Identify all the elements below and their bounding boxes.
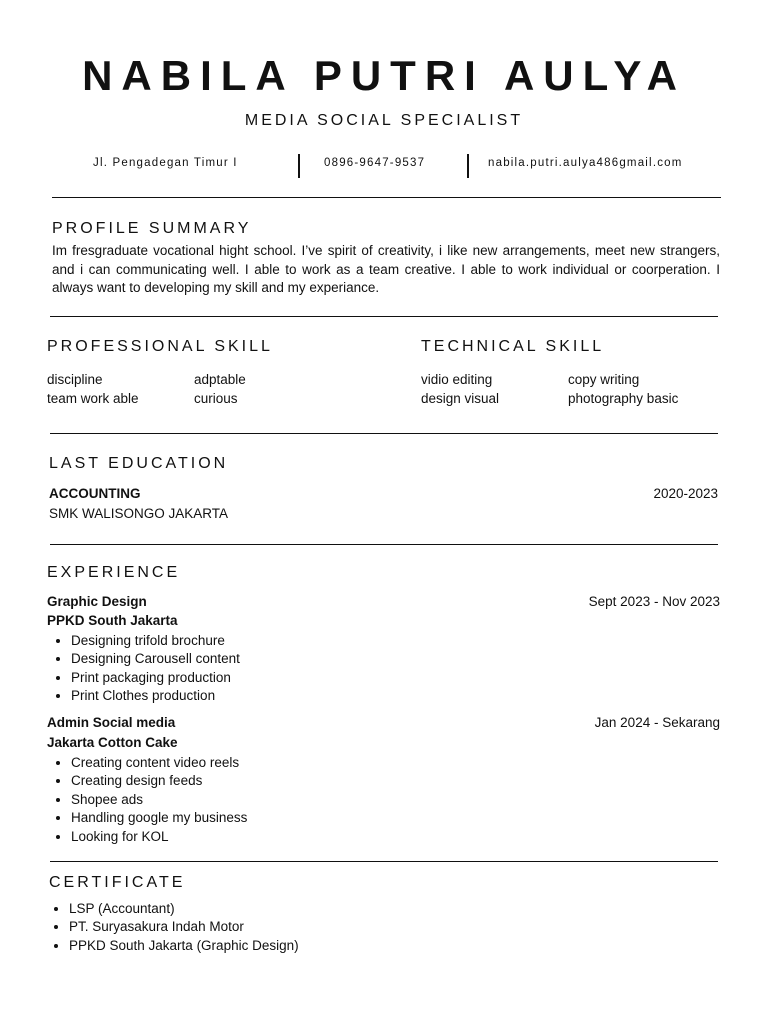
skill-item: design visual (421, 391, 500, 406)
technical-skill-heading: TECHNICAL SKILL (421, 338, 605, 355)
job-task: • Designing trifold brochure (71, 632, 240, 650)
profile-heading: PROFILE SUMMARY (52, 220, 252, 237)
certificate-item: • LSP (Accountant) (69, 900, 299, 918)
job-task: • Designing Carousell content (71, 650, 240, 668)
skill-item: vidio editing (421, 372, 493, 387)
job-task: • Creating design feeds (71, 772, 247, 790)
skill-item: team work able (47, 391, 139, 406)
certificate-list (45, 900, 299, 955)
contact-address: Jl. Pengadegan Timur I (93, 157, 238, 169)
job-task: • Handling google my business (71, 809, 247, 827)
experience-heading: EXPERIENCE (47, 564, 181, 581)
job-date: Jan 2024 - Sekarang (594, 715, 720, 730)
job-task-list (47, 632, 240, 706)
divider (50, 861, 718, 862)
resume-name: NABILA PUTRI AULYA (82, 52, 686, 99)
job-task: • Shopee ads (71, 791, 247, 809)
divider (50, 316, 718, 317)
education-heading: LAST EDUCATION (49, 455, 229, 472)
certificate-heading: CERTIFICATE (49, 874, 186, 891)
contact-divider (298, 154, 300, 178)
certificate-item: • PPKD South Jakarta (Graphic Design) (69, 937, 299, 955)
skill-item: discipline (47, 372, 103, 387)
skill-item: adptable (194, 372, 246, 387)
job-role: Graphic Design (47, 594, 147, 609)
job-company: PPKD South Jakarta (47, 613, 178, 628)
education-years: 2020-2023 (653, 486, 718, 501)
professional-skill-heading: PROFESSIONAL SKILL (47, 338, 273, 355)
job-company: Jakarta Cotton Cake (47, 735, 178, 750)
job-role: Admin Social media (47, 715, 176, 730)
education-school: SMK WALISONGO JAKARTA (49, 506, 229, 521)
divider (50, 544, 718, 545)
certificate-item: • PT. Suryasakura Indah Motor (69, 918, 299, 936)
profile-text: Im fresgraduate vocational hight school. I’ve spirit of creativity, i like new arrangements, meet new strangers, and i can communicating well. I able to work as a team creative. I able to work individual or coorperation. I always want to developing my skill and my experiance. (52, 243, 720, 295)
job-task: • Print packaging production (71, 669, 240, 687)
divider (50, 433, 718, 434)
contact-phone: 0896-9647-9537 (324, 157, 426, 169)
job-task-list (47, 754, 247, 846)
skill-item: photography basic (568, 391, 679, 406)
contact-divider (467, 154, 469, 178)
contact-email: nabila.putri.aulya486gmail.com (488, 157, 683, 169)
divider (52, 197, 721, 198)
job-date: Sept 2023 - Nov 2023 (588, 594, 720, 609)
skill-item: copy writing (568, 372, 640, 387)
job-task: • Looking for KOL (71, 828, 247, 846)
skill-item: curious (194, 391, 238, 406)
job-title: MEDIA SOCIAL SPECIALIST (244, 112, 524, 129)
education-major: ACCOUNTING (49, 486, 141, 501)
job-task: • Print Clothes production (71, 687, 240, 705)
job-task: • Creating content video reels (71, 754, 247, 772)
